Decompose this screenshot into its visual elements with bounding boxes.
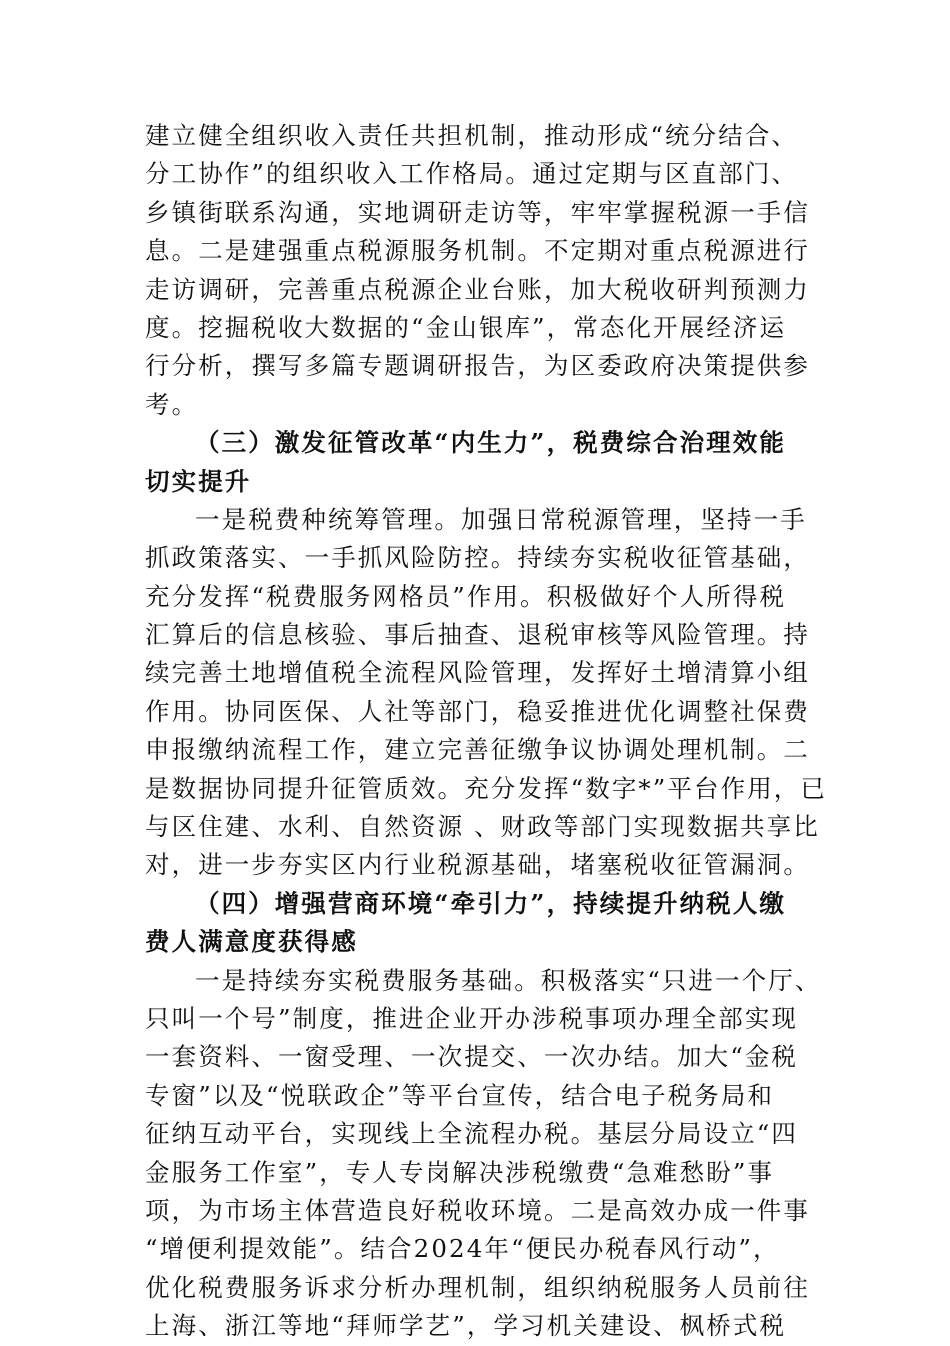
body-line: 金服务工作室”，专人专岗解决涉税缴费“急难愁盼”事: [145, 1157, 775, 1187]
section-heading-4: （四）增强营商环境“牵引力”，持续提升纳税人缴: [195, 888, 786, 918]
section-heading-4-cont: 费人满意度获得感: [145, 927, 358, 957]
body-line: 只叫一个号”制度，推进企业开办涉税事项办理全部实现: [145, 1003, 799, 1033]
body-line: 一是税费种统筹管理。加强日常税源管理，坚持一手: [195, 504, 807, 534]
document-body: [145, 117, 845, 1346]
body-line: 分工协作”的组织收入工作格局。通过定期与区直部门、: [145, 159, 799, 189]
body-line: 申报缴纳流程工作，建立完善征缴争议协调处理机制。二: [145, 735, 810, 765]
body-line: 考。: [145, 389, 199, 419]
body-line: 作用。协同医保、人社等部门，稳妥推进优化调整社保费: [145, 696, 810, 726]
section-heading-3: （三）激发征管改革“内生力”，税费综合治理效能: [195, 428, 786, 458]
body-line: 上海、浙江等地“拜师学艺”，学习机关建设、枫桥式税: [145, 1311, 787, 1341]
body-line: 抓政策落实、一手抓风险防控。持续夯实税收征管基础，: [145, 543, 810, 573]
body-line: 对，进一步夯实区内行业税源基础，堵塞税收征管漏洞。: [145, 850, 810, 880]
body-line: 与区住建、水利、自然资源 、财政等部门实现数据共享比: [145, 812, 820, 842]
body-line: 续完善土地增值税全流程风险管理，发挥好土增清算小组: [145, 658, 810, 688]
body-line: 乡镇街联系沟通，实地调研走访等，牢牢掌握税源一手信: [145, 197, 810, 227]
body-line: 度。挖掘税收大数据的“金山银库”，常态化开展经济运: [145, 312, 787, 342]
body-line: 行分析，撰写多篇专题调研报告，为区委政府决策提供参: [145, 351, 810, 381]
body-line: 充分发挥“税费服务网格员”作用。积极做好个人所得税: [145, 581, 787, 611]
body-line: 征纳互动平台，实现线上全流程办税。基层分局设立“四: [145, 1119, 799, 1149]
body-line: 汇算后的信息核验、事后抽查、退税审核等风险管理。持: [145, 620, 810, 650]
body-line: 项，为市场主体营造良好税收环境。二是高效办成一件事: [145, 1195, 810, 1225]
body-line: 是数据协同提升征管质效。充分发挥“数字*”平台作用，已: [145, 773, 827, 803]
body-line: 走访调研，完善重点税源企业台账，加大税收研判预测力: [145, 274, 810, 304]
body-line: 优化税费服务诉求分析办理机制，组织纳税服务人员前往: [145, 1272, 810, 1302]
body-line: 建立健全组织收入责任共担机制，推动形成“统分结合、: [145, 121, 799, 150]
body-line: 一是持续夯实税费服务基础。积极落实“只进一个厅、: [195, 965, 822, 995]
section-heading-3-cont: 切实提升: [145, 466, 252, 496]
body-line: 息。二是建强重点税源服务机制。不定期对重点税源进行: [145, 236, 810, 266]
body-line: 一套资料、一窗受理、一次提交、一次办结。加大“金税: [145, 1042, 799, 1072]
body-line: 专窗”以及“悦联政企”等平台宣传，结合电子税务局和: [145, 1080, 775, 1110]
body-line: “增便利提效能”。结合2024年“便民办税春风行动”，: [145, 1234, 780, 1264]
